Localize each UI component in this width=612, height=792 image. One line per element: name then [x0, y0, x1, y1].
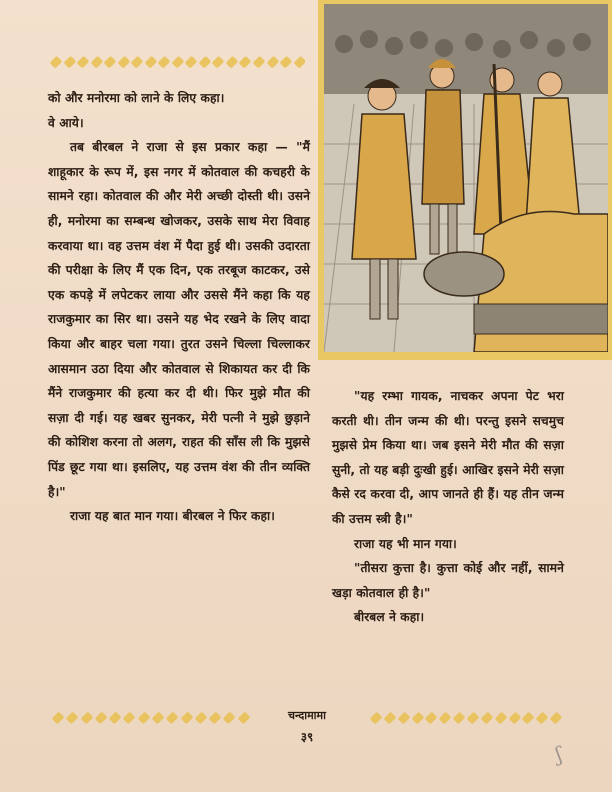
left-paragraph-1: को और मनोरमा को लाने के लिए कहा। [48, 91, 225, 105]
right-paragraph-1: "यह रम्भा गायक, नाचकर अपना पेट भरा करती थी। तीन जन्म की थी। परन्तु इसने सचमुच मुझसे प्रेम किया था। जब इसने मेरी मौत की सज़ा सुनी, तो यह बड़ी दुःखी हुई। आखिर इसने मेरी सज़ा कैसे रद करवा दी, आप जानते ही हैं। यह तीन जन्म की उत्तम स्त्री है।" [332, 389, 564, 526]
left-paragraph-4: राजा यह बात मान गया। बीरबल ने फिर कहा। [70, 509, 275, 524]
right-paragraph-4: बीरबल ने कहा। [354, 610, 425, 625]
top-ornament-border [50, 56, 305, 68]
right-paragraph-3: "तीसरा कुत्ता है। कुत्ता कोई और नहीं, सामने खड़ा कोतवाल ही है।" [332, 561, 564, 600]
right-paragraph-2: राजा यह भी मान गया। [354, 536, 457, 551]
left-paragraph-3: तब बीरबल ने राजा से इस प्रकार कहा — "मैं शाहूकार के रूप में, इस नगर में कोतवाल की कचहरी के सामने रहा। कोतवाल की और मेरी अच्छी दोस्ती थी। उसने ही, मनोरमा का सम्बन्ध खोजकर, उसके साथ मेरा विवाह करवाया था। वह उत्तम वंश में पैदा हुई थी। उसकी उदारता की परीक्षा के लिए मैं एक दिन, एक तरबूज काटकर, उसे एक कपड़े में लपेटकर लाया और उससे मैंने कहा कि यह राजकुमार का सिर था। उसने यह भेद रखने के लिए वादा किया और बाहर चला गया। तुरत उसने चिल्ला चिल्लाकर आसमान उठा दिया और कोतवाल से शिकायत कर दी कि मैंने राजकुमार की हत्या कर दी थी। फिर मुझे मौत की सज़ा दी गई। यह खबर सुनकर, मेरी पत्नी ने मुझे छुड़ाने की कोशिश करना तो अलग, राहत की साँस ली कि मुझसे पिंड छूट गया था। इसलिए, यह उत्तम वंश की तीन व्यक्ति है।" [48, 140, 310, 499]
bottom-right-ornament-border [370, 712, 562, 724]
left-paragraph-2: वे आये। [48, 115, 84, 130]
handwritten-mark: ʃ [553, 741, 564, 767]
right-text-column [332, 384, 564, 630]
left-text-column [48, 86, 310, 529]
bottom-left-ornament-border [52, 712, 250, 724]
court-scene-illustration [318, 0, 612, 360]
magazine-title: चन्दामामा [288, 709, 326, 722]
page-number: ३९ [300, 730, 314, 744]
